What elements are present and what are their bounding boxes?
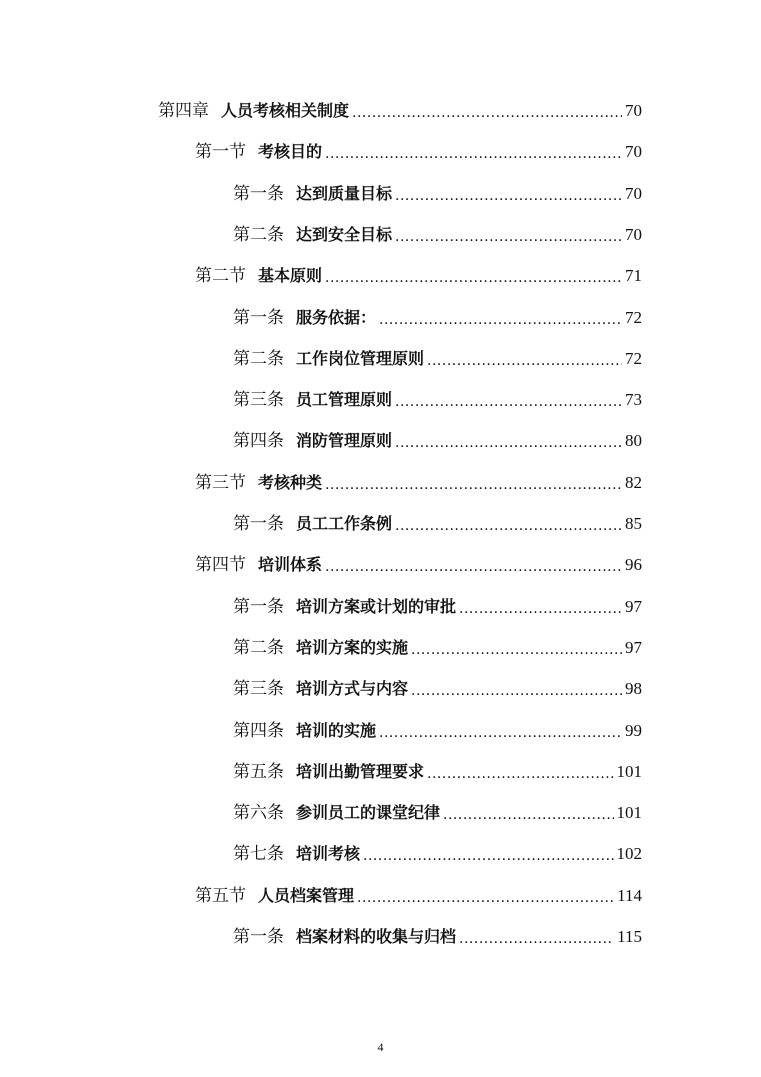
toc-entry-title: 培训体系	[258, 555, 323, 574]
toc-entry-number: 第三条	[233, 679, 284, 699]
toc-entry[interactable]	[233, 426, 642, 452]
toc-entry-page: 70	[625, 101, 642, 120]
toc-entry[interactable]	[233, 179, 642, 205]
toc-entry[interactable]	[233, 839, 642, 865]
toc-entry-title: 员工工作条例	[296, 514, 393, 533]
toc-entry-number: 第七条	[233, 844, 284, 864]
toc-entry-page: 98	[625, 679, 642, 698]
toc-entry-page: 80	[625, 431, 642, 450]
toc-entry-title: 员工管理原则	[296, 390, 393, 409]
toc-dot-leader	[325, 476, 622, 494]
toc-entry-number: 第一条	[233, 184, 284, 204]
toc-entry-page: 85	[625, 514, 642, 533]
toc-entry[interactable]	[195, 261, 642, 287]
toc-dot-leader	[459, 600, 622, 618]
toc-dot-leader	[357, 889, 614, 907]
page-number: 4	[377, 1040, 384, 1054]
toc-entry-title: 人员档案管理	[258, 886, 355, 905]
toc-dot-leader	[395, 187, 622, 205]
toc-entry-title: 人员考核相关制度	[221, 101, 350, 120]
toc-entry-number: 第四条	[233, 721, 284, 741]
toc-entry-number: 第五条	[233, 762, 284, 782]
toc-entry-number: 第一条	[233, 308, 284, 328]
toc-entry-page: 101	[616, 803, 642, 822]
toc-dot-leader	[427, 765, 613, 783]
toc-entry-number: 第二条	[233, 225, 284, 245]
toc-entry-page: 102	[616, 844, 642, 863]
toc-entry-page: 97	[625, 597, 642, 616]
toc-entry-number: 第二条	[233, 638, 284, 658]
toc-entry-title: 培训方案或计划的审批	[296, 597, 457, 616]
toc-dot-leader	[395, 517, 622, 535]
toc-entry-title: 培训方案的实施	[296, 638, 409, 657]
toc-entry-title: 基本原则	[258, 266, 323, 285]
toc-entry-title: 培训的实施	[296, 721, 377, 740]
toc-dot-leader	[459, 930, 614, 948]
toc-entry-page: 72	[625, 349, 642, 368]
toc-entry-title: 工作岗位管理原则	[296, 349, 425, 368]
toc-dot-leader	[325, 558, 622, 576]
toc-entry-number: 第一节	[195, 142, 246, 162]
toc-entry[interactable]	[158, 96, 642, 122]
toc-entry[interactable]	[195, 881, 642, 907]
toc-entry-page: 71	[625, 266, 642, 285]
toc-entry[interactable]	[233, 798, 642, 824]
toc-entry-title: 达到质量目标	[296, 184, 393, 203]
toc-dot-leader	[395, 393, 622, 411]
toc-entry-title: 考核目的	[258, 142, 323, 161]
toc-entry-title: 档案材料的收集与归档	[296, 927, 457, 946]
toc-entry-title: 达到安全目标	[296, 225, 393, 244]
toc-entry[interactable]	[233, 716, 642, 742]
toc-entry[interactable]	[233, 922, 642, 948]
toc-entry[interactable]	[233, 592, 642, 618]
toc-dot-leader	[379, 724, 622, 742]
toc-entry-title: 培训出勤管理要求	[296, 762, 425, 781]
toc-dot-leader	[352, 104, 622, 122]
toc-dot-leader	[395, 434, 622, 452]
toc-dot-leader	[363, 847, 613, 865]
toc-entry[interactable]	[233, 344, 642, 370]
toc-entry-number: 第三节	[195, 473, 246, 493]
toc-entry-number: 第一条	[233, 597, 284, 617]
toc-entry[interactable]	[195, 550, 642, 576]
toc-entry-page: 70	[625, 225, 642, 244]
toc-entry-page: 99	[625, 721, 642, 740]
toc-entry-number: 第二条	[233, 349, 284, 369]
toc-entry[interactable]	[233, 509, 642, 535]
toc-entry-number: 第四节	[195, 555, 246, 575]
toc-entry-page: 73	[625, 390, 642, 409]
toc-dot-leader	[411, 641, 622, 659]
toc-entry-page: 114	[617, 886, 642, 905]
toc-dot-leader	[427, 352, 622, 370]
toc-entry-number: 第二节	[195, 266, 246, 286]
toc-entry-page: 70	[625, 184, 642, 203]
toc-entry[interactable]	[233, 757, 642, 783]
toc-entry-page: 101	[616, 762, 642, 781]
toc-entry-title: 参训员工的课堂纪律	[296, 803, 441, 822]
toc-entry-number: 第一条	[233, 514, 284, 534]
toc-dot-leader	[443, 806, 613, 824]
toc-entry-page: 96	[625, 555, 642, 574]
toc-entry-title: 培训考核	[296, 844, 361, 863]
toc-entry[interactable]	[195, 468, 642, 494]
toc-dot-leader	[325, 145, 622, 163]
toc-entry[interactable]	[233, 674, 642, 700]
toc-entry-page: 70	[625, 142, 642, 161]
toc-entry-title: 培训方式与内容	[296, 679, 409, 698]
toc-entry-title: 考核种类	[258, 473, 323, 492]
toc-entry-page: 72	[625, 308, 642, 327]
toc-entry[interactable]	[233, 385, 642, 411]
toc-entry-number: 第五节	[195, 886, 246, 906]
toc-entry-number: 第六条	[233, 803, 284, 823]
toc-dot-leader	[325, 269, 622, 287]
toc-entry-number: 第三条	[233, 390, 284, 410]
toc-entry-title: 消防管理原则	[296, 431, 393, 450]
toc-entry-title: 服务依据：	[296, 308, 377, 327]
toc-dot-leader	[411, 682, 622, 700]
toc-dot-leader	[379, 311, 622, 329]
toc-entry-number: 第四章	[158, 101, 209, 121]
toc-entry-page: 97	[625, 638, 642, 657]
toc-entry-number: 第一条	[233, 927, 284, 947]
toc-entry[interactable]	[233, 633, 642, 659]
toc-entry[interactable]	[233, 303, 642, 329]
toc-dot-leader	[395, 228, 622, 246]
toc-entry-page: 115	[617, 927, 642, 946]
toc-entry-page: 82	[625, 473, 642, 492]
toc-entry[interactable]	[195, 137, 642, 163]
toc-entry-number: 第四条	[233, 431, 284, 451]
toc-entry[interactable]	[233, 220, 642, 246]
